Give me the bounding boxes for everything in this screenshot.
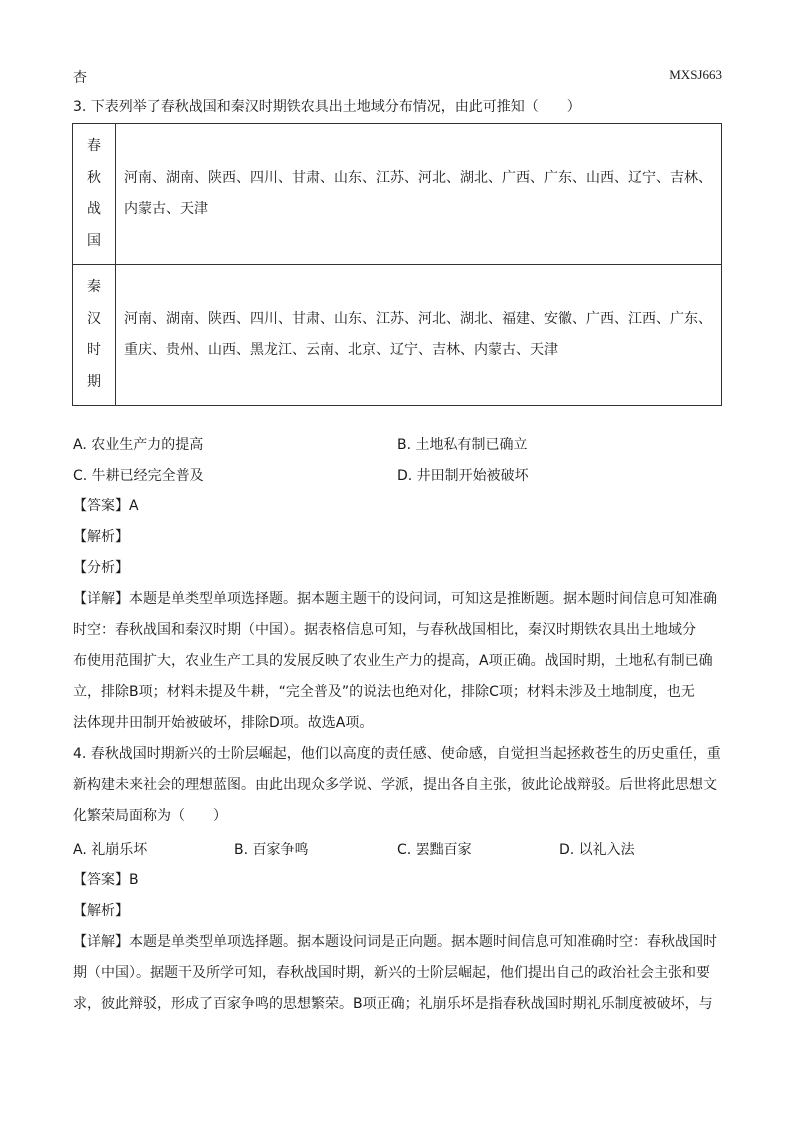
q4-detail-paragraph: 【详解】本题是单类型单项选择题。据本题设问词是正向题。据本题时间信息可知准确时空：春秋战国时 期（中国）。据题干及所学可知，春秋战国时期，新兴的士阶层崛起，他们提出自己的政治社会主张和要 求，彼此辩驳，形成了百家争鸣的思想繁荣。B项正确；礼崩乐坏是指春秋战国时期礼乐制度被破坏，与 [73, 934, 717, 1012]
q3-option-a: A. 农业生产力的提高 [73, 437, 204, 453]
q4-jiexi-label: 【解析】 [73, 903, 129, 919]
q3-option-c: C. 牛耕已经完全普及 [73, 468, 204, 484]
q4-option-a: A. 礼崩乐坏 [73, 842, 148, 858]
header-doc-code: MXSJ663 [669, 67, 722, 82]
era-cell-qin-han: 秦 汉 时 期 [73, 265, 116, 406]
q3-fenxi-label: 【分析】 [73, 560, 129, 576]
q4-option-b: B. 百家争鸣 [234, 842, 309, 858]
places-cell: 河南、湖南、陕西、四川、甘肃、山东、江苏、河北、湖北、广西、广东、山西、辽宁、吉林、 内蒙古、天津 [116, 124, 722, 265]
q3-stem: 3. 下表列举了春秋战国和秦汉时期铁农具出土地域分布情况，由此可推知（ ） [73, 99, 581, 115]
iron-tools-distribution-table [72, 123, 722, 406]
q3-jiexi-label: 【解析】 [73, 529, 129, 545]
header-left-mark: 杏 [73, 70, 87, 86]
q3-option-d: D. 井田制开始被破坏 [397, 468, 529, 484]
q4-answer: 【答案】B [73, 872, 139, 888]
q3-answer: 【答案】A [73, 498, 139, 514]
places-cell: 河南、湖南、陕西、四川、甘肃、山东、江苏、河北、湖北、福建、安徽、广西、江西、广东、 重庆、贵州、山西、黑龙江、云南、北京、辽宁、吉林、内蒙古、天津 [116, 265, 722, 406]
era-cell-spring-autumn: 春 秋 战 国 [73, 124, 116, 265]
q3-detail-paragraph: 【详解】本题是单类型单项选择题。据本题主题干的设问词，可知这是推断题。据本题时间信息可知准确 时空：春秋战国和秦汉时期（中国）。据表格信息可知，与春秋战国相比，秦汉时期铁农具出土地域分 布使用范围扩大，农业生产工具的发展反映了农业生产力的提高，A项正确。战国时期，土地私有制已确 立，排除B项；材料未提及牛耕，“完全普及”的说法也绝对化，排除C项；材料未涉及土地制度，也无 法体现井田制开始被破坏，排除D项。故选A项。 [73, 591, 717, 731]
table-row [73, 265, 722, 406]
q4-option-d: D. 以礼入法 [559, 842, 635, 858]
q3-option-b: B. 土地私有制已确立 [397, 437, 528, 453]
table-row [73, 124, 722, 265]
q4-stem: 4. 春秋战国时期新兴的士阶层崛起，他们以高度的责任感、使命感，自觉担当起拯救苍生的历史重任，重 新构建未来社会的理想蓝图。由此出现众多学说、学派，提出各自主张，彼此论战辩驳。后世将此思想文 化繁荣局面称为（ ） [73, 746, 721, 824]
q4-option-c: C. 罢黜百家 [397, 842, 472, 858]
